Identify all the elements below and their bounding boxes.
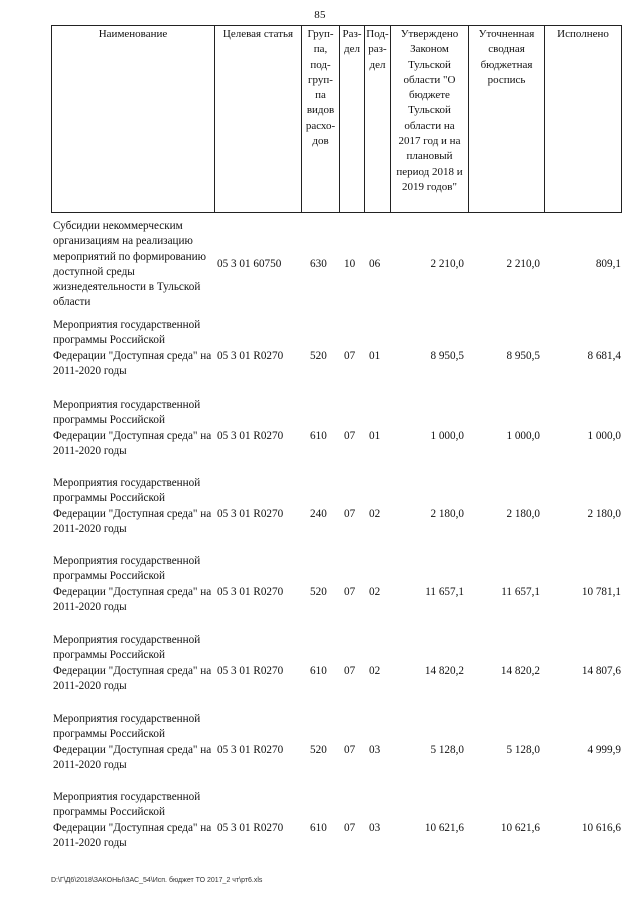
- header-target-article: Целевая статья: [215, 26, 302, 213]
- row-section: 07: [344, 822, 356, 834]
- row-name: Мероприятия государственной программы Российской Федерации "Доступная среда" на 2011-2020 годы: [53, 713, 212, 771]
- row-name: Мероприятия государственной программы Российской Федерации "Доступная среда" на 2011-2020 годы: [53, 319, 212, 377]
- file-path-footer: D:\Г\Д6\2018\ЗАКОНЫ\ЗАС_54\Исп. бюджет ТО 2017_2 чт\рт6.xls: [51, 877, 263, 884]
- table-row: [51, 633, 621, 712]
- row-group: 240: [310, 508, 327, 520]
- row-executed: 8 681,4: [587, 350, 621, 362]
- header-revised: Уточненная сводная бюджетная роспись: [469, 26, 545, 213]
- row-executed: 4 999,9: [587, 744, 621, 756]
- row-approved: 2 210,0: [430, 258, 464, 270]
- header-subsection: Под- раз- дел: [365, 26, 391, 213]
- row-approved: 2 180,0: [430, 508, 464, 520]
- row-name: Субсидии некоммерческим организациям на реализацию мероприятий по формированию доступной среды жизнедеятельности в Тульской области: [53, 220, 206, 309]
- row-target-article: 05 3 01 R0270: [217, 586, 284, 598]
- header-group: Груп- па, под- груп- па видов расхо- дов: [302, 26, 340, 213]
- row-approved: 11 657,1: [425, 586, 464, 598]
- row-group: 610: [310, 430, 327, 442]
- row-section: 07: [344, 744, 356, 756]
- row-subsection: 01: [369, 430, 381, 442]
- row-approved: 5 128,0: [430, 744, 464, 756]
- table-header: [51, 25, 622, 213]
- row-executed: 2 180,0: [587, 508, 621, 520]
- row-revised: 1 000,0: [506, 430, 540, 442]
- row-revised: 2 180,0: [506, 508, 540, 520]
- row-section: 07: [344, 586, 356, 598]
- row-name: Мероприятия государственной программы Российской Федерации "Доступная среда" на 2011-2020 годы: [53, 634, 212, 692]
- row-revised: 8 950,5: [506, 350, 540, 362]
- row-revised: 2 210,0: [506, 258, 540, 270]
- row-target-article: 05 3 01 R0270: [217, 350, 284, 362]
- row-section: 07: [344, 508, 356, 520]
- table-body: [51, 219, 621, 868]
- header-executed: Исполнено: [545, 26, 622, 213]
- row-subsection: 02: [369, 586, 381, 598]
- row-executed: 10 781,1: [581, 586, 621, 598]
- table-row: [51, 790, 621, 868]
- row-group: 610: [310, 822, 327, 834]
- table-row: [51, 398, 621, 476]
- row-approved: 10 621,6: [424, 822, 464, 834]
- row-executed: 14 807,6: [581, 665, 621, 677]
- row-approved: 8 950,5: [430, 350, 464, 362]
- row-group: 520: [310, 744, 327, 756]
- row-target-article: 05 3 01 R0270: [217, 744, 284, 756]
- row-subsection: 02: [369, 665, 381, 677]
- row-subsection: 01: [369, 350, 381, 362]
- row-group: 630: [310, 258, 327, 270]
- page-number: 85: [314, 9, 326, 21]
- row-section: 07: [344, 665, 356, 677]
- row-approved: 1 000,0: [430, 430, 464, 442]
- row-subsection: 03: [369, 744, 381, 756]
- row-subsection: 03: [369, 822, 381, 834]
- row-group: 520: [310, 350, 327, 362]
- header-section: Раз- дел: [340, 26, 365, 213]
- row-revised: 5 128,0: [506, 744, 540, 756]
- row-section: 07: [344, 350, 356, 362]
- row-target-article: 05 3 01 R0270: [217, 822, 284, 834]
- row-executed: 1 000,0: [587, 430, 621, 442]
- row-name: Мероприятия государственной программы Российской Федерации "Доступная среда" на 2011-2020 годы: [53, 791, 212, 849]
- row-name: Мероприятия государственной программы Российской Федерации "Доступная среда" на 2011-2020 годы: [53, 399, 212, 457]
- row-subsection: 02: [369, 508, 381, 520]
- row-revised: 10 621,6: [500, 822, 540, 834]
- row-revised: 11 657,1: [501, 586, 540, 598]
- table-row: [51, 554, 621, 633]
- row-section: 07: [344, 430, 356, 442]
- row-subsection: 06: [369, 258, 381, 270]
- row-group: 610: [310, 665, 327, 677]
- row-name: Мероприятия государственной программы Российской Федерации "Доступная среда" на 2011-2020 годы: [53, 477, 212, 535]
- row-approved: 14 820,2: [424, 665, 464, 677]
- row-executed: 10 616,6: [581, 822, 621, 834]
- table-row: [51, 318, 621, 398]
- row-target-article: 05 3 01 R0270: [217, 430, 284, 442]
- table-row: [51, 712, 621, 790]
- header-name: Наименование: [52, 26, 215, 213]
- row-section: 10: [344, 258, 356, 270]
- row-target-article: 05 3 01 R0270: [217, 508, 284, 520]
- row-executed: 809,1: [595, 258, 621, 270]
- row-name: Мероприятия государственной программы Российской Федерации "Доступная среда" на 2011-2020 годы: [53, 555, 212, 613]
- row-group: 520: [310, 586, 327, 598]
- row-revised: 14 820,2: [500, 665, 540, 677]
- table-row: [51, 219, 621, 318]
- header-approved: Утверждено Законом Тульской области "О бюджете Тульской области на 2017 год и на плановый период 2018 и 2019 годов": [391, 26, 469, 213]
- table-row: [51, 476, 621, 554]
- row-target-article: 05 3 01 60750: [217, 258, 282, 270]
- row-target-article: 05 3 01 R0270: [217, 665, 284, 677]
